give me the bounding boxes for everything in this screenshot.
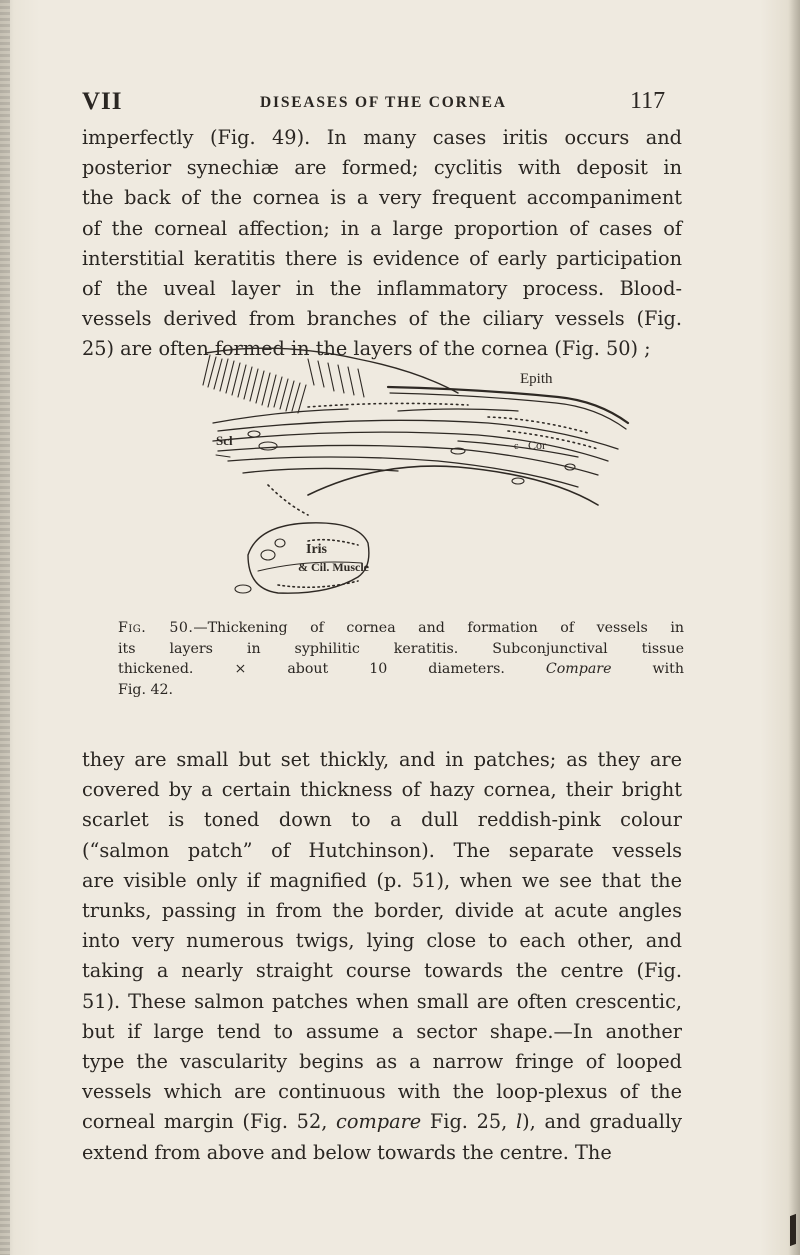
label-iris: Iris xyxy=(306,542,327,557)
text-line: interstitial keratitis there is evidence of early participation xyxy=(82,246,682,270)
text-line: covered by a certain thickness of hazy cornea, their bright xyxy=(82,778,682,802)
text-line: (“salmon patch” of Hutchinson). The separate vessels xyxy=(82,838,682,862)
epithelium-line xyxy=(388,387,628,423)
cornea-section-illustration xyxy=(158,345,638,600)
paragraph-1 xyxy=(82,123,682,365)
paragraph-2 xyxy=(82,745,682,1168)
figure-label: Fig. 50. xyxy=(118,620,194,636)
text-line: corneal margin (Fig. 52, compare Fig. 25, l), and gradually xyxy=(82,1110,682,1134)
text-line: posterior synechiæ are formed; cyclitis with deposit in xyxy=(82,156,682,180)
stroma-lines xyxy=(213,409,618,487)
text-line: they are small but set thickly, and in patches; as they are xyxy=(82,748,682,771)
label-c: c xyxy=(514,441,519,452)
running-title: DISEASES OF THE CORNEA xyxy=(260,94,507,111)
figure-caption xyxy=(118,618,684,700)
caption-line: its layers in syphilitic keratitis. Subconjunctival tissue xyxy=(118,640,684,657)
text-line: imperfectly (Fig. 49). In many cases iritis occurs and xyxy=(82,126,682,149)
text-line: scarlet is toned down to a dull reddish-pink colour xyxy=(82,808,682,832)
text-line: vessels which are continuous with the loop-plexus of the xyxy=(82,1080,682,1104)
text-line: into very numerous twigs, lying close to each other, and xyxy=(82,929,682,953)
label-scl: Scl xyxy=(216,433,233,448)
label-cor: Cor xyxy=(528,438,546,452)
text-line: trunks, passing in from the border, divide at acute angles xyxy=(82,899,682,923)
caption-line: Fig. 50.—Thickening of cornea and formation of vessels in xyxy=(118,620,684,636)
text-line: taking a nearly straight course towards the centre (Fig. xyxy=(82,959,682,983)
chapter-number: VII xyxy=(82,88,123,115)
vessel-ovals xyxy=(235,431,575,593)
caption-line: thickened. × about 10 diameters. Compare with xyxy=(118,661,685,677)
text-line: 25) are often formed in the layers of the cornea (Fig. 50) ; xyxy=(82,337,651,361)
text-line: of the corneal affection; in a large proportion of cases of xyxy=(82,216,682,240)
label-epith: Epith xyxy=(520,371,553,387)
text-line: type the vascularity begins as a narrow fringe of looped xyxy=(82,1050,682,1074)
page-edge xyxy=(788,0,800,1255)
posterior-cornea-line xyxy=(308,466,598,505)
text-line: but if large tend to assume a sector shape.—In another xyxy=(82,1019,682,1043)
text-line: 51). These salmon patches when small are often crescentic, xyxy=(82,989,682,1013)
text-line: of the uveal layer in the inflammatory process. Blood- xyxy=(82,277,682,301)
page-number: 117 xyxy=(630,88,666,114)
running-header xyxy=(82,88,682,118)
iris-ciliary-outline xyxy=(248,523,369,593)
text-line: extend from above and below towards the centre. The xyxy=(82,1140,612,1164)
page-corner-mark xyxy=(790,1214,796,1246)
text-line: the back of the cornea is a very frequent accompaniment xyxy=(82,186,682,210)
caption-line: Fig. 42. xyxy=(118,681,174,698)
page-gutter xyxy=(0,0,10,1255)
text-line: vessels derived from branches of the ciliary vessels (Fig. xyxy=(82,307,682,331)
label-cil-muscle: & Cil. Muscle xyxy=(298,560,369,574)
text-line: are visible only if magnified (p. 51), when we see that the xyxy=(82,868,682,892)
